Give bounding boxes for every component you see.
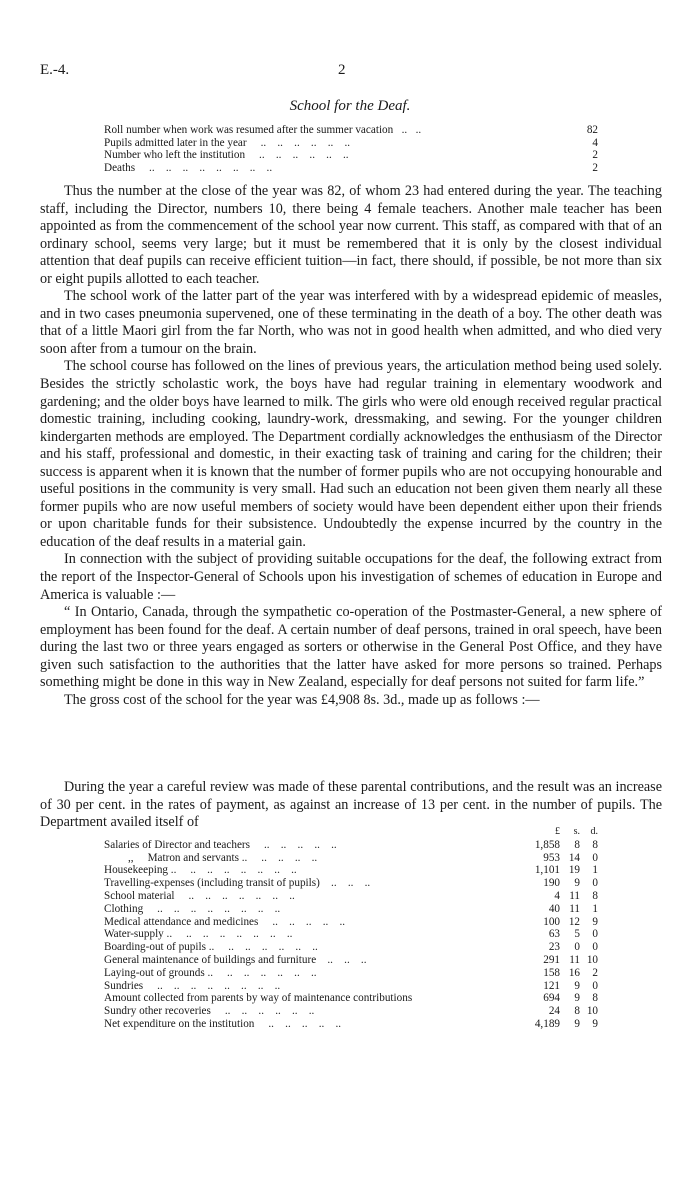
- section-title: School for the Deaf.: [289, 98, 411, 114]
- cost-pence: 0: [592, 979, 598, 992]
- cost-pence: 8: [592, 838, 598, 851]
- paragraph: The gross cost of the school for the year was £4,908 8s. 3d., made up as follows :—: [64, 691, 540, 708]
- cost-shillings: 16: [568, 966, 580, 979]
- cost-pence: 1: [592, 902, 598, 915]
- cost-pounds: 953: [543, 851, 560, 864]
- shillings-heading: s.: [573, 826, 580, 837]
- cost-pounds: 121: [543, 979, 560, 992]
- cost-row: [104, 1005, 598, 1018]
- paragraph: In connection with the subject of providing suitable occupations for the deaf, the following extract from the report of the Inspector-General of Schools upon his investigation of schemes of education in Europe and America is valuable :—: [40, 551, 662, 603]
- paragraph: The school course has followed on the lines of previous years, the articulation method being used solely. Besides the strictly scholastic work, the boys have had regular training in elementary woodwork and gardening; and the older boys have learned to milk. The girls who were old enough received regular practical domestic training, including cooking, laundry-work, dressmaking, and sewing. For the younger children kindergarten methods are employed. The Department cordially acknowledges the enthusiasm of the Director and his staff, professional and domestic, in their exacting task of training and caring for the children; their success is apparent when it is known that the number of former pupils who are not occupying honourable and useful positions in the community is very small. Had such an education not been given them nearly all these former pupils who are now useful members of society would have been dependent either upon their friends or upon charitable funds for their subsistence. Undoubtedly the expense incurred by the country in the education of the deaf results in a material gain.: [40, 358, 662, 550]
- cost-label: Housekeeping .. .. .. .. .. .. .. ..: [104, 864, 297, 877]
- cost-row: [104, 877, 598, 890]
- paragraph: “ In Ontario, Canada, through the sympathetic co-operation of the Postmaster-General, a new sphere of employment has been found for the deaf. A certain number of deaf persons, trained in oral speech, have been during the last two or three years engaged as sorters or otherwise in the General Post Office, and they have given such satisfaction to the authorities that the latter have asked for more persons so trained. Perhaps something might be done in this way in New Zealand, especially for deaf persons not suited for farm life.”: [40, 604, 662, 691]
- cost-pence: 8: [592, 889, 598, 902]
- cost-label: Boarding-out of pupils .. .. .. .. .. .. ..: [104, 941, 318, 954]
- cost-shillings: 11: [569, 889, 580, 902]
- roll-row: [104, 162, 598, 175]
- cost-label: Travelling-expenses (including transit of pupils) .. .. ..: [104, 877, 371, 890]
- cost-label: Water-supply .. .. .. .. .. .. .. ..: [104, 928, 293, 941]
- cost-row: [104, 992, 598, 1005]
- cost-label: Sundries .. .. .. .. .. .. .. ..: [104, 979, 281, 992]
- cost-label: Laying-out of grounds .. .. .. .. .. .. ..: [104, 966, 317, 979]
- cost-shillings: 5: [574, 928, 580, 941]
- cost-label: ,, Matron and servants .. .. .. .. ..: [128, 851, 318, 864]
- paragraph: The school work of the latter part of the year was interfered with by a widespread epidemic of measles, and in two cases pneumonia supervened, one of these terminating in the death of a boy. The other death was that of a little Maori girl from the far North, who was not in good health when admitted, and who died very soon after from a tumour on the brain.: [40, 288, 662, 357]
- roll-label: Deaths .. .. .. .. .. .. .. ..: [104, 161, 273, 174]
- cost-pounds: 694: [543, 992, 560, 1005]
- cost-row: [104, 967, 598, 980]
- cost-pounds: 100: [543, 915, 560, 928]
- cost-table: [104, 826, 598, 1031]
- cost-pounds: 24: [548, 1005, 560, 1018]
- roll-value: 2: [592, 161, 598, 174]
- cost-pounds: 1,101: [534, 864, 560, 877]
- cost-row: [104, 928, 598, 941]
- cost-pence: 8: [592, 992, 598, 1005]
- cost-pounds: 1,858: [534, 838, 560, 851]
- cost-row: [104, 852, 598, 865]
- cost-pence: 9: [592, 1017, 598, 1030]
- cost-pence: 9: [592, 915, 598, 928]
- roll-row: [104, 124, 598, 137]
- cost-pounds: 158: [543, 966, 560, 979]
- cost-shillings: 9: [574, 1017, 580, 1030]
- cost-pounds: 23: [548, 941, 560, 954]
- roll-label: Roll number when work was resumed after the summer vacation .. ..: [104, 124, 422, 136]
- roll-row: [104, 149, 598, 162]
- cost-shillings: 11: [569, 953, 580, 966]
- cost-pounds: 4: [554, 889, 560, 902]
- cost-pence: 1: [592, 864, 598, 877]
- cost-label: Amount collected from parents by way of maintenance contributions: [104, 992, 413, 1005]
- pence-heading: d.: [590, 826, 598, 837]
- roll-value: 2: [592, 149, 598, 162]
- cost-pounds: 63: [548, 928, 560, 941]
- cost-row: [104, 954, 598, 967]
- cost-pence: 0: [592, 928, 598, 941]
- cost-label: Salaries of Director and teachers .. .. .. .. ..: [104, 838, 337, 851]
- pounds-heading: £: [555, 826, 560, 837]
- cost-shillings: 9: [574, 877, 580, 890]
- cost-shillings: 0: [574, 941, 580, 954]
- report-code: E.-4.: [40, 62, 70, 78]
- cost-pence: 0: [592, 877, 598, 890]
- cost-pence: 10: [586, 953, 598, 966]
- cost-shillings: 12: [568, 915, 580, 928]
- cost-pence: 10: [586, 1005, 598, 1018]
- cost-label: General maintenance of buildings and furniture .. .. ..: [104, 953, 367, 966]
- cost-rows: [104, 839, 598, 1031]
- cost-shillings: 19: [568, 864, 580, 877]
- cost-row: [104, 941, 598, 954]
- cost-shillings: 9: [574, 979, 580, 992]
- cost-shillings: 9: [574, 992, 580, 1005]
- roll-label: Number who left the institution .. .. .. .. .. ..: [104, 149, 349, 162]
- cost-label: Sundry other recoveries .. .. .. .. .. ..: [104, 1005, 315, 1018]
- page-number: 2: [338, 62, 346, 78]
- roll-value: 82: [586, 124, 598, 136]
- cost-row: [104, 864, 598, 877]
- cost-label: Net expenditure on the institution .. .. .. .. ..: [104, 1017, 342, 1030]
- roll-label: Pupils admitted later in the year .. .. .. .. .. ..: [104, 136, 351, 149]
- cost-shillings: 11: [569, 902, 580, 915]
- cost-row: [104, 916, 598, 929]
- body-text-upper: [40, 183, 662, 709]
- cost-shillings: 8: [574, 1005, 580, 1018]
- cost-row: [104, 980, 598, 993]
- roll-row: [104, 137, 598, 150]
- roll-summary-table: [104, 124, 598, 174]
- cost-shillings: 14: [568, 851, 580, 864]
- roll-value: 4: [592, 136, 598, 149]
- cost-label: Clothing .. .. .. .. .. .. .. ..: [104, 902, 281, 915]
- cost-label: School material .. .. .. .. .. .. ..: [104, 889, 295, 902]
- paragraph: During the year a careful review was made of these parental contributions, and the result was an increase of 30 per cent. in the rates of payment, as against an increase of 13 per cent. in the number of pupils. The Department availed itself of: [40, 779, 662, 831]
- cost-pounds: 4,189: [534, 1017, 560, 1030]
- cost-pounds: 190: [543, 877, 560, 890]
- cost-pounds: 40: [548, 902, 560, 915]
- body-text-lower: [40, 779, 662, 832]
- cost-pence: 0: [592, 941, 598, 954]
- cost-shillings: 8: [574, 838, 580, 851]
- cost-row: [104, 890, 598, 903]
- cost-pounds: 291: [543, 953, 560, 966]
- cost-pence: 2: [592, 966, 598, 979]
- paragraph: Thus the number at the close of the year was 82, of whom 23 had entered during the year. The teaching staff, including the Director, numbers 10, there being 4 female teachers. Another male teacher has been appointed as from the commencement of the school year now current. This staff, as compared with that of an ordinary school, seems very large; but it must be remembered that it is only by the closest individual attention that deaf pupils can receive efficient tuition—in fact, there should, if possible, be not more than six or eight pupils allotted to each teacher.: [40, 183, 662, 287]
- cost-row: [104, 903, 598, 916]
- cost-row: [104, 1018, 598, 1031]
- cost-pence: 0: [592, 851, 598, 864]
- cost-label: Medical attendance and medicines .. .. .. .. ..: [104, 915, 346, 928]
- cost-row: [104, 839, 598, 852]
